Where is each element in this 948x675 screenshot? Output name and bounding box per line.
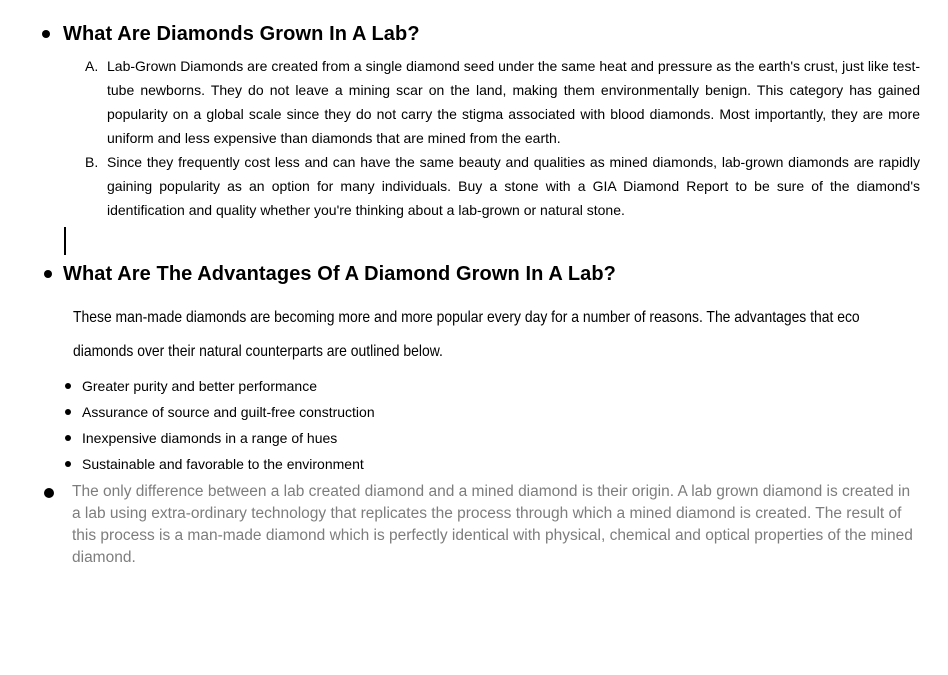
paragraph-a: Lab-Grown Diamonds are created from a single diamond seed under the same heat and pressure as the earth's crust, just like test-tube newborns. They do not leave a mining scar on the land, making them environmentally benign. This category has gained popularity on a global scale since they do not carry the stigma associated with blood diamonds. Most importantly, they are more uniform and less expensive than diamonds that are mined from the earth.	[107, 58, 920, 146]
list-item-b	[85, 150, 920, 222]
intro-paragraph: These man-made diamonds are becoming more and more popular every day for a number of reasons. The advantages that eco diamonds over their natural counterparts are outlined below.	[73, 309, 860, 360]
heading-bullet-icon	[44, 270, 52, 278]
bullet-icon	[65, 461, 71, 467]
section-heading-1: What Are Diamonds Grown In A Lab?	[63, 23, 420, 45]
advantage-text: Inexpensive diamonds in a range of hues	[82, 430, 338, 446]
list-item	[65, 399, 948, 425]
list-item	[65, 373, 948, 399]
advantages-list	[65, 373, 948, 477]
section-heading-1-row	[42, 21, 948, 47]
list-item	[65, 425, 948, 451]
section-heading-2-row	[44, 261, 948, 287]
bullet-icon	[44, 488, 54, 498]
bullet-icon	[65, 435, 71, 441]
list-marker-a: A.	[85, 58, 99, 74]
advantage-text: Greater purity and better performance	[82, 378, 318, 394]
lettered-list	[85, 54, 920, 222]
document-page[interactable]	[0, 21, 948, 675]
text-cursor-caret	[64, 227, 66, 255]
note-paragraph: The only difference between a lab created diamond and a mined diamond is their origin. A lab grown diamond is created in a lab using extra-ordinary technology that replicates the process through which a mined diamond is created. The result of this process is a man-made diamond which is perfectly identical with physical, chemical and optical properties of the mined diamond.	[72, 483, 913, 566]
advantage-text: Sustainable and favorable to the environment	[82, 456, 364, 472]
advantage-text: Assurance of source and guilt-free construction	[82, 404, 375, 420]
paragraph-b: Since they frequently cost less and can have the same beauty and qualities as mined diamonds, lab-grown diamonds are rapidly gaining popularity as an option for many individuals. Buy a stone with a GIA Diamond Report to be sure of the diamond's identification and quality whether you're thinking about a lab-grown or natural stone.	[107, 154, 920, 218]
intro-paragraph-wrap	[73, 301, 948, 369]
note-item	[44, 481, 948, 569]
bullet-icon	[65, 409, 71, 415]
list-item	[65, 451, 948, 477]
heading-bullet-icon	[42, 30, 50, 38]
list-item-a	[85, 54, 920, 150]
list-marker-b: B.	[85, 154, 99, 170]
bullet-icon	[65, 383, 71, 389]
section-heading-2: What Are The Advantages Of A Diamond Grown In A Lab?	[63, 263, 617, 285]
